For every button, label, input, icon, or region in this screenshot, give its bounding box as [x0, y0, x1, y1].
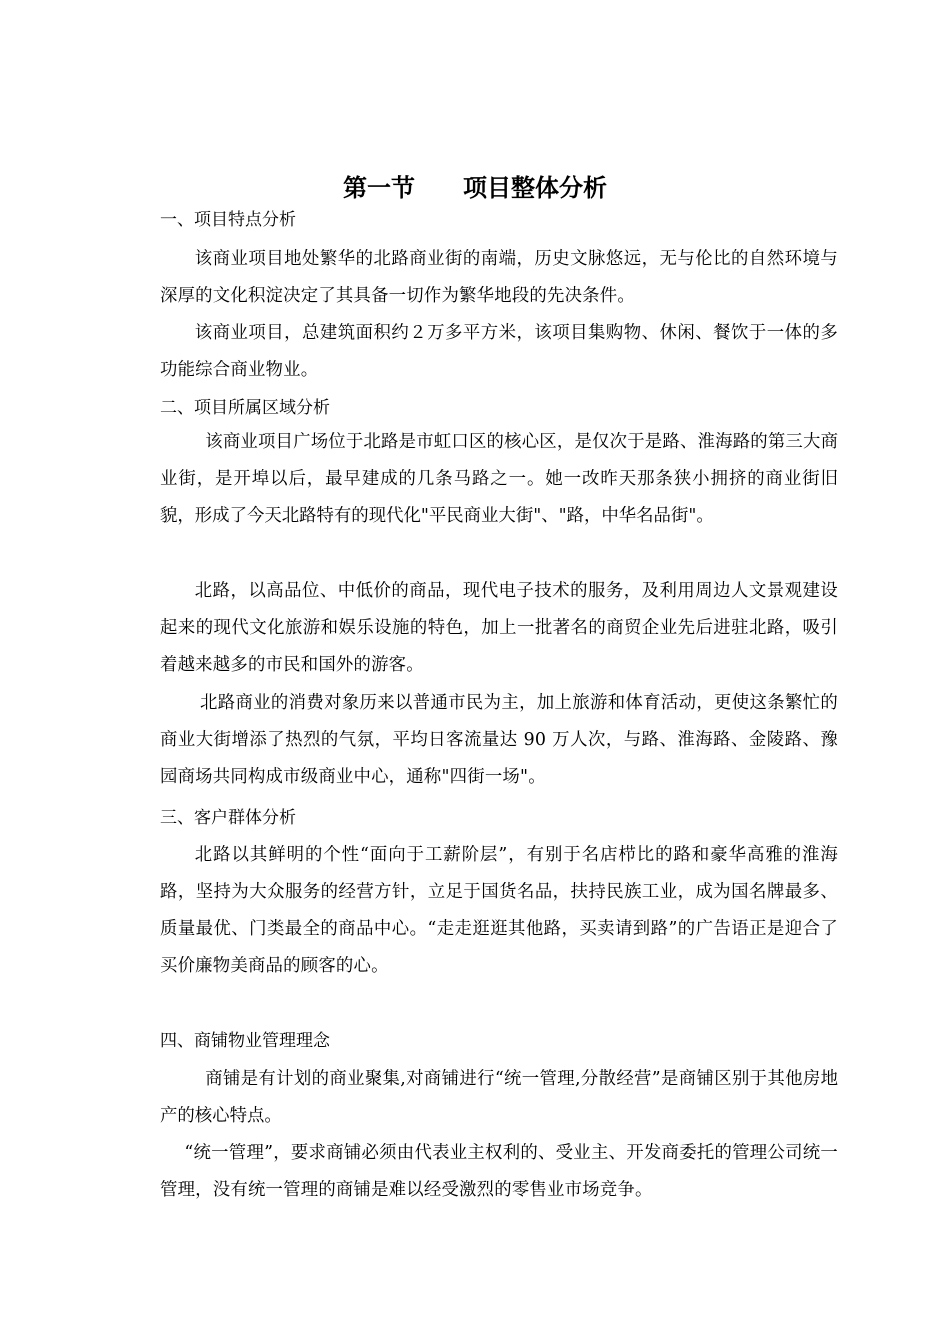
section-2-paragraph-3: 北路商业的消费对象历来以普通市民为主，加上旅游和体育活动，更使这条繁忙的商业大街增添了热烈的气氛，平均日客流量达 90 万人次，与路、淮海路、金陵路、豫园商场共同构成市级商业中心，通称"四街一场"。: [160, 693, 838, 787]
section-heading-1: 一、项目特点分析: [160, 210, 296, 230]
page-title: 第一节 项目整体分析: [343, 174, 607, 202]
section-heading-3: 三、客户群体分析: [160, 808, 296, 828]
section-3-paragraph-1: 北路以其鲜明的个性“面向于工薪阶层”，有别于名店栉比的路和豪华高雅的淮海路，坚持为大众服务的经营方针，立足于国货名品，扶持民族工业，成为国名牌最多、质量最优、门类最全的商品中心。“走走逛逛其他路，买卖请到路”的广告语正是迎合了买价廉物美商品的顾客的心。: [160, 845, 838, 976]
section-4-paragraph-2: “统一管理”，要求商铺必须由代表业主权利的、受业主、开发商委托的管理公司统一管理，没有统一管理的商铺是难以经受激烈的零售业市场竞争。: [160, 1143, 838, 1200]
section-1-paragraph-1: 该商业项目地处繁华的北路商业街的南端，历史文脉悠远，无与伦比的自然环境与深厚的文化积淀决定了其具备一切作为繁华地段的先决条件。: [160, 249, 838, 306]
section-heading-2: 二、项目所属区域分析: [160, 398, 330, 418]
section-4-paragraph-1: 商铺是有计划的商业聚集,对商铺进行“统一管理,分散经营”是商铺区别于其他房地产的核心特点。: [160, 1069, 838, 1126]
section-1-paragraph-2: 该商业项目，总建筑面积约２万多平方米，该项目集购物、休闲、餐饮于一体的多功能综合商业物业。: [160, 323, 838, 380]
section-2-paragraph-1: 该商业项目广场位于北路是市虹口区的核心区，是仅次于是路、淮海路的第三大商业街，是开埠以后，最早建成的几条马路之一。她一改昨天那条狭小拥挤的商业街旧貌，形成了今天北路特有的现代化"平民商业大街"、"路，中华名品街"。: [160, 432, 838, 526]
section-2-paragraph-2: 北路，以高品位、中低价的商品，现代电子技术的服务，及利用周边人文景观建设起来的现代文化旅游和娱乐设施的特色，加上一批著名的商贸企业先后进驻北路，吸引着越来越多的市民和国外的游客。: [160, 581, 838, 675]
section-heading-4: 四、商铺物业管理理念: [160, 1031, 330, 1051]
